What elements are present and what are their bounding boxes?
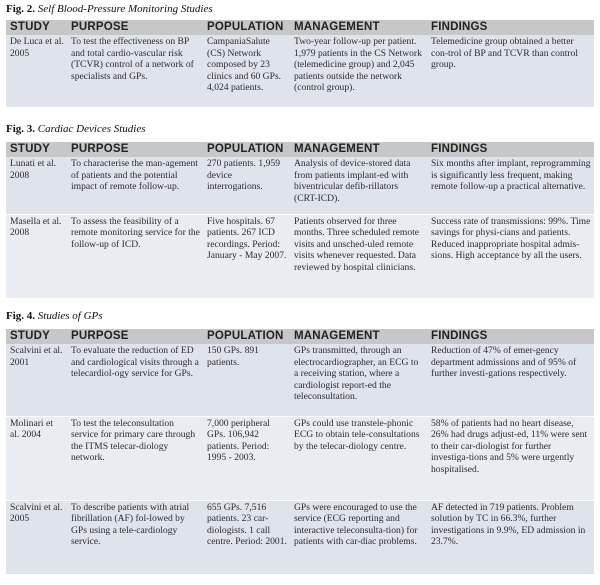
cell-population: 270 patients. 1,959 device interrogations. — [203, 157, 290, 214]
fig2-caption — [6, 3, 213, 16]
table-row — [6, 416, 594, 500]
header-study: STUDY — [6, 329, 67, 344]
cell-population: 655 GPs. 7,516 patients. 23 car-diologists. 1 call centre. Period: 2001. — [203, 500, 290, 574]
cell-study: Scalvini et al. 2005 — [6, 500, 67, 574]
cell-findings: Telemedicine group obtained a better con-trol of BP and TCVR than control group. — [427, 35, 594, 107]
fig3-number: Fig. 3. — [6, 123, 36, 135]
header-study: STUDY — [6, 142, 67, 157]
cell-purpose: To assess the feasibility of a remote monitoring service for the follow-up of ICD. — [67, 214, 203, 298]
table-row — [6, 500, 594, 574]
cell-management: GPs could use transtele-phonic ECG to obtain tele-consultations by the telecar-diology centre. — [290, 416, 427, 500]
cell-findings: 58% of patients had no heart disease, 26% had drugs adjust-ed, 11% were sent to their car-diologist for further investiga-tions and 5% were urgently hospitalised. — [427, 416, 594, 500]
fig2-table — [6, 20, 594, 107]
fig3-table — [6, 142, 594, 298]
header-findings: FINDINGS — [427, 142, 594, 157]
cell-population: CampaniaSalute (CS) Network composed by 23 clinics and 60 GPs. 4,024 patients. — [203, 35, 290, 107]
cell-findings: AF detected in 719 patients. Problem solution by TC in 66.3%, further investigations in 9.9%, ED admission in 23.7%. — [427, 500, 594, 574]
header-population: POPULATION — [203, 329, 290, 344]
cell-study: Masella et al. 2008 — [6, 214, 67, 298]
fig2-title: Self Blood-Pressure Monitoring Studies — [37, 3, 213, 15]
table-row — [6, 214, 594, 298]
fig3-title: Cardiac Devices Studies — [37, 123, 146, 135]
cell-study: Lunati et al. 2008 — [6, 157, 67, 214]
header-purpose: PURPOSE — [67, 142, 203, 157]
header-population: POPULATION — [203, 20, 290, 35]
fig4-caption — [6, 310, 103, 323]
table-row — [6, 344, 594, 416]
fig4-header-row — [6, 329, 594, 344]
header-purpose: PURPOSE — [67, 20, 203, 35]
header-study: STUDY — [6, 20, 67, 35]
header-management: MANAGEMENT — [290, 329, 427, 344]
header-findings: FINDINGS — [427, 329, 594, 344]
header-purpose: PURPOSE — [67, 329, 203, 344]
cell-purpose: To describe patients with atrial fibrillation (AF) fol-lowed by GPs using a tele-cardiology service. — [67, 500, 203, 574]
cell-management: Analysis of device-stored data from patients implant-ed with biventricular defib-rillators (CRT-ICD). — [290, 157, 427, 214]
cell-population: Five hospitals. 67 patients. 267 ICD recordings. Period: January - May 2007. — [203, 214, 290, 298]
cell-findings: Six months after implant, reprogramming is significantly less frequent, making remote follow-up a practical alternative. — [427, 157, 594, 214]
cell-study: De Luca et al. 2005 — [6, 35, 67, 107]
header-management: MANAGEMENT — [290, 20, 427, 35]
cell-purpose: To characterise the man-agement of patients and the potential impact of remote follow-up. — [67, 157, 203, 214]
cell-management: Patients observed for three months. Three scheduled remote visits and unsched-uled remote visits whenever requested. Data reviewed by hospital clinicians. — [290, 214, 427, 298]
table-row — [6, 35, 594, 107]
cell-management: GPs were encouraged to use the service (ECG reporting and interactive teleconsulta-tion) for patients with car-diac problems. — [290, 500, 427, 574]
cell-population: 7,000 peripheral GPs. 106,942 patients. Period: 1995 - 2003. — [203, 416, 290, 500]
fig4-table — [6, 329, 594, 574]
cell-purpose: To test the teleconsultation service for primary care through the ITMS telecar-diology network. — [67, 416, 203, 500]
header-findings: FINDINGS — [427, 20, 594, 35]
cell-population: 150 GPs. 891 patients. — [203, 344, 290, 416]
cell-management: Two-year follow-up per patient. 1,979 patients in the CS Network (telemedicine group) and 2,045 patients outside the network (control group). — [290, 35, 427, 107]
header-management: MANAGEMENT — [290, 142, 427, 157]
cell-management: GPs transmitted, through an electrocardiographer, an ECG to a receiving station, where a cardiologist report-ed the teleconsultation. — [290, 344, 427, 416]
fig3-caption — [6, 123, 146, 136]
fig3-header-row — [6, 142, 594, 157]
cell-findings: Reduction of 47% of emer-gency department admissions and of 95% of further investi-gations respectively. — [427, 344, 594, 416]
cell-findings: Success rate of transmissions: 99%. Time savings for physi-cians and patients. Reduced inappropriate hospital admis-sions. High acceptance by all the users. — [427, 214, 594, 298]
cell-purpose: To evaluate the reduction of ED and cardiological visits through a telecardiol-ogy service for GPs. — [67, 344, 203, 416]
table-row — [6, 157, 594, 214]
fig4-number: Fig. 4. — [6, 310, 36, 322]
cell-study: Scalvini et al. 2001 — [6, 344, 67, 416]
cell-study: Molinari et al. 2004 — [6, 416, 67, 500]
cell-purpose: To test the effectiveness on BP and total cardio-vascular risk (TCVR) control of a network of specialists and GPs. — [67, 35, 203, 107]
fig4-title: Studies of GPs — [37, 310, 103, 322]
fig2-number: Fig. 2. — [6, 3, 36, 15]
fig2-header-row — [6, 20, 594, 35]
header-population: POPULATION — [203, 142, 290, 157]
